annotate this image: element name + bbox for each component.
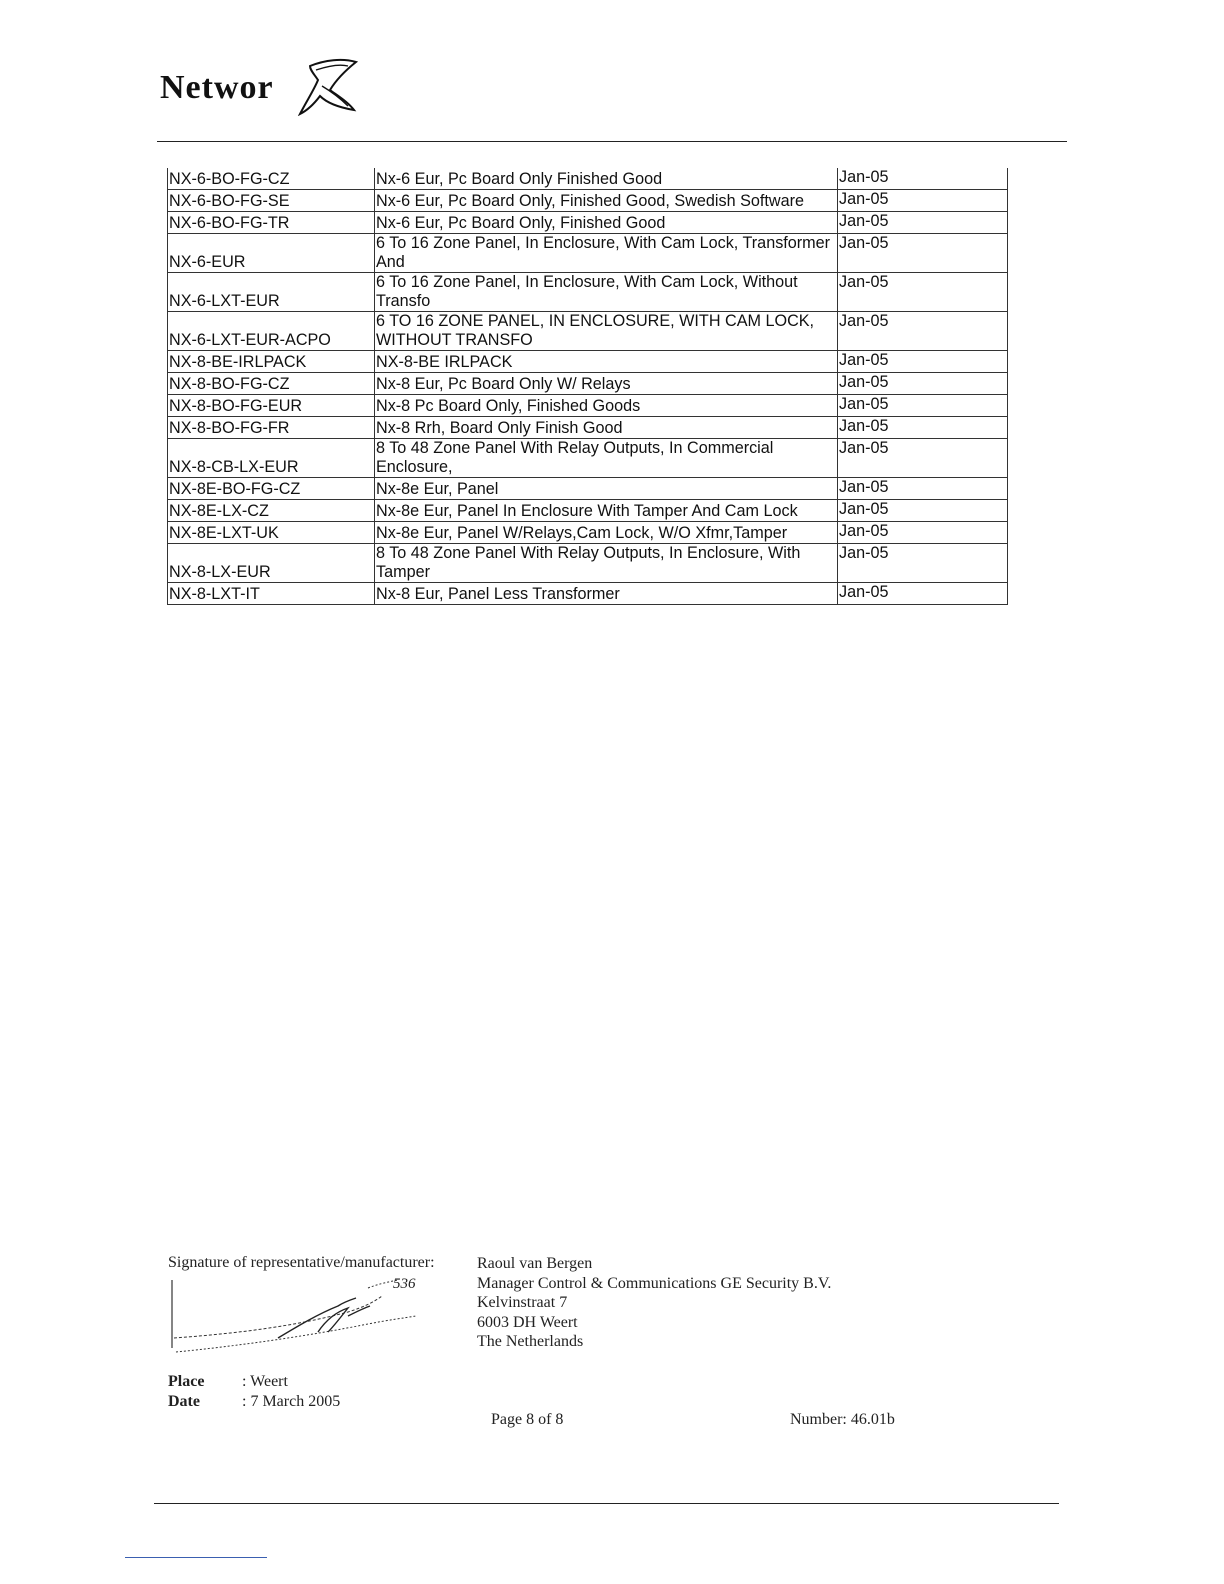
part-description: Nx-8 Eur, Pc Board Only W/ Relays	[375, 373, 838, 395]
part-date: Jan-05	[838, 395, 1008, 417]
part-code: NX-8-CB-LX-EUR	[168, 439, 375, 478]
part-date: Jan-05	[838, 439, 1008, 478]
part-code: NX-8E-BO-FG-CZ	[168, 478, 375, 500]
part-code: NX-8-LXT-IT	[168, 583, 375, 605]
part-code: NX-8-BO-FG-EUR	[168, 395, 375, 417]
part-description: 8 To 48 Zone Panel With Relay Outputs, In Commercial Enclosure,	[375, 439, 838, 478]
table-row	[168, 351, 1008, 373]
part-date: Jan-05	[838, 212, 1008, 234]
footer-link-underline	[125, 1557, 267, 1558]
table-row	[168, 168, 1008, 190]
signature-graphic	[168, 1272, 428, 1364]
part-description: 8 To 48 Zone Panel With Relay Outputs, In Enclosure, With Tamper	[375, 544, 838, 583]
part-date: Jan-05	[838, 478, 1008, 500]
part-description: Nx-6 Eur, Pc Board Only, Finished Good	[375, 212, 838, 234]
part-date: Jan-05	[838, 544, 1008, 583]
part-description: Nx-8 Rrh, Board Only Finish Good	[375, 417, 838, 439]
part-code: NX-6-BO-FG-CZ	[168, 168, 375, 190]
address-country: The Netherlands	[477, 1333, 584, 1351]
part-description: Nx-8e Eur, Panel	[375, 478, 838, 500]
representative-block	[477, 1254, 831, 1352]
part-code: NX-6-BO-FG-SE	[168, 190, 375, 212]
part-code: NX-8E-LXT-UK	[168, 522, 375, 544]
table-row	[168, 395, 1008, 417]
document-number: Number: 46.01b	[790, 1411, 895, 1428]
signature-label: Signature of representative/manufacturer:	[168, 1254, 435, 1271]
table-row	[168, 522, 1008, 544]
part-description: Nx-8e Eur, Panel W/Relays,Cam Lock, W/O Xfmr,Tamper	[375, 522, 838, 544]
part-code: NX-8-BO-FG-FR	[168, 417, 375, 439]
part-code: NX-6-EUR	[168, 234, 375, 273]
place-value: : Weert	[242, 1373, 288, 1390]
part-code: NX-8-BE-IRLPACK	[168, 351, 375, 373]
svg-text:Networ: Networ	[160, 69, 274, 106]
part-code: NX-6-LXT-EUR-ACPO	[168, 312, 375, 351]
part-date: Jan-05	[838, 190, 1008, 212]
part-code: NX-8-BO-FG-CZ	[168, 373, 375, 395]
table-row	[168, 212, 1008, 234]
part-date: Jan-05	[838, 522, 1008, 544]
handwritten-number: 536	[393, 1276, 416, 1292]
part-code: NX-6-LXT-EUR	[168, 273, 375, 312]
part-code: NX-8E-LX-CZ	[168, 500, 375, 522]
part-date: Jan-05	[838, 500, 1008, 522]
table-row	[168, 373, 1008, 395]
part-date: Jan-05	[838, 417, 1008, 439]
part-description: Nx-8e Eur, Panel In Enclosure With Tamper And Cam Lock	[375, 500, 838, 522]
part-description: Nx-6 Eur, Pc Board Only Finished Good	[375, 168, 838, 190]
place-label: Place	[168, 1373, 205, 1390]
part-date: Jan-05	[838, 583, 1008, 605]
part-description: 6 To 16 Zone Panel, In Enclosure, With Cam Lock, Without Transfo	[375, 273, 838, 312]
page-number: Page 8 of 8	[491, 1411, 564, 1428]
table-row	[168, 312, 1008, 351]
table-row	[168, 544, 1008, 583]
date-label: Date	[168, 1393, 200, 1410]
networx-logo-graphic	[160, 56, 365, 116]
part-date: Jan-05	[838, 351, 1008, 373]
parts-table	[167, 168, 1008, 605]
table-row	[168, 417, 1008, 439]
part-code: NX-6-BO-FG-TR	[168, 212, 375, 234]
table-row	[168, 439, 1008, 478]
part-description: 6 TO 16 ZONE PANEL, IN ENCLOSURE, WITH CAM LOCK, WITHOUT TRANSFO	[375, 312, 838, 351]
table-row	[168, 273, 1008, 312]
header-rule	[157, 141, 1067, 142]
table-row	[168, 583, 1008, 605]
table-row	[168, 500, 1008, 522]
place-date-block	[168, 1372, 340, 1412]
part-description: Nx-6 Eur, Pc Board Only, Finished Good, Swedish Software	[375, 190, 838, 212]
rep-title: Manager Control & Communications GE Security B.V.	[477, 1274, 832, 1292]
part-description: Nx-8 Pc Board Only, Finished Goods	[375, 395, 838, 417]
address-city: 6003 DH Weert	[477, 1313, 578, 1331]
footer-rule	[154, 1503, 1059, 1504]
part-code: NX-8-LX-EUR	[168, 544, 375, 583]
table-row	[168, 190, 1008, 212]
part-description: Nx-8 Eur, Panel Less Transformer	[375, 583, 838, 605]
part-date: Jan-05	[838, 168, 1008, 190]
date-value: : 7 March 2005	[242, 1393, 341, 1410]
part-date: Jan-05	[838, 312, 1008, 351]
rep-name: Raoul van Bergen	[477, 1255, 593, 1272]
table-row	[168, 234, 1008, 273]
part-date: Jan-05	[838, 273, 1008, 312]
part-description: 6 To 16 Zone Panel, In Enclosure, With Cam Lock, Transformer And	[375, 234, 838, 273]
part-description: NX-8-BE IRLPACK	[375, 351, 838, 373]
part-date: Jan-05	[838, 373, 1008, 395]
address-street: Kelvinstraat 7	[477, 1294, 568, 1312]
part-date: Jan-05	[838, 234, 1008, 273]
networx-logo	[160, 56, 365, 116]
table-row	[168, 478, 1008, 500]
